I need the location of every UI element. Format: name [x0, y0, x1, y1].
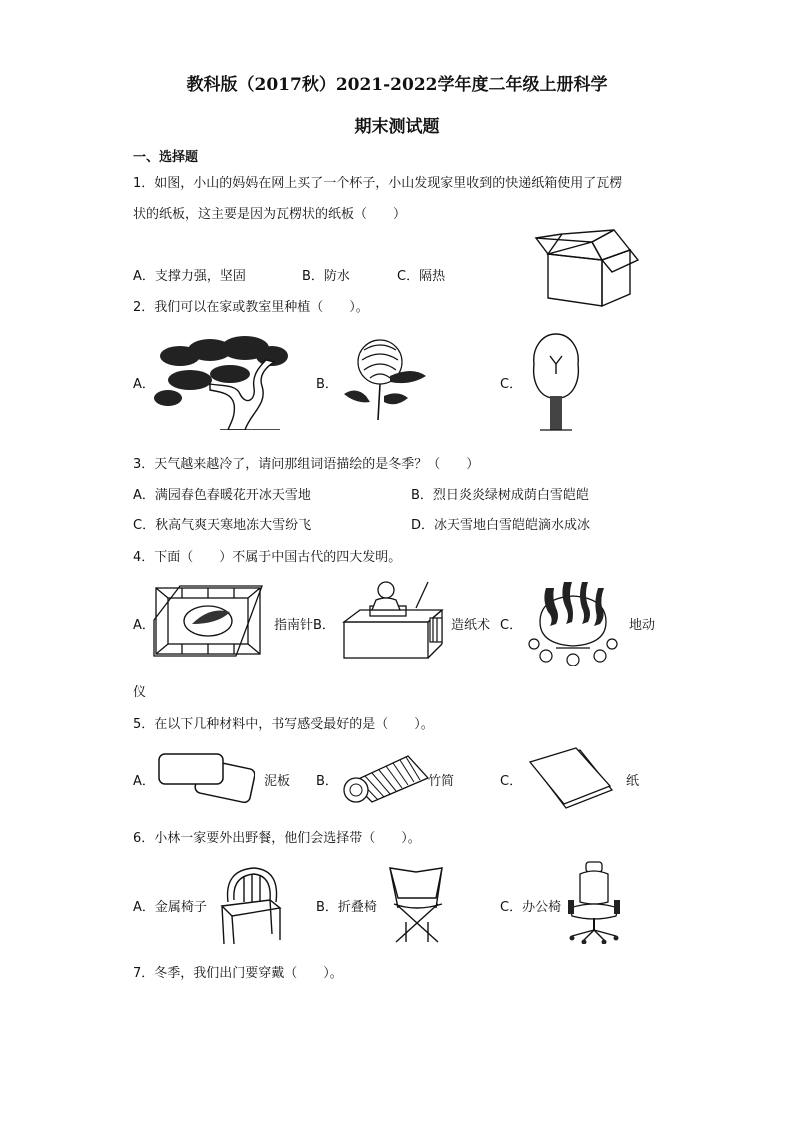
q5-option-a[interactable]: A．	[133, 774, 155, 789]
metal-chair-icon	[214, 864, 284, 946]
paper-sheet-icon	[526, 746, 616, 812]
page-subtitle: 期末测试题	[354, 117, 440, 137]
office-chair-icon	[564, 860, 624, 944]
q4-option-a-label[interactable]: 指南针B．	[274, 618, 335, 633]
bamboo-slip-icon	[338, 752, 430, 804]
q3-stem: 3．天气越来越冷了，请问那组词语描绘的是冬季？（ ）	[133, 457, 480, 472]
q6-option-a[interactable]: A．金属椅子	[133, 900, 207, 915]
section-heading: 一、选择题	[133, 150, 199, 165]
q3-option-b[interactable]: B．烈日炎炎绿树成荫白雪皑皑	[411, 488, 589, 503]
q2-option-a[interactable]: A．	[133, 377, 155, 392]
q4-option-a[interactable]: A．	[133, 618, 155, 633]
q6-option-b[interactable]: B．折叠椅	[316, 900, 377, 915]
cardboard-box-icon	[532, 220, 640, 308]
q3-option-c[interactable]: C．秋高气爽天寒地冻大雪纷飞	[133, 518, 312, 533]
tree-icon	[530, 330, 582, 434]
q7-stem: 7．冬季，我们出门要穿戴（ ）。	[133, 966, 343, 981]
q1-stem-line2: 状的纸板，这主要是因为瓦楞状的纸板（ ）	[133, 207, 407, 222]
q4-option-b-label[interactable]: 造纸术	[451, 618, 491, 633]
q3-option-d[interactable]: D．冰天雪地白雪皑皑滴水成冰	[411, 518, 591, 533]
bonsai-pine-icon	[150, 334, 295, 430]
q2-option-c[interactable]: C．	[500, 377, 523, 392]
q4-stem: 4．下面（ ）不属于中国古代的四大发明。	[133, 550, 402, 565]
q6-option-c[interactable]: C．办公椅	[500, 900, 562, 915]
q1-option-c[interactable]: C．隔热	[397, 269, 446, 284]
q1-option-b[interactable]: B．防水	[302, 269, 350, 284]
q5-option-c[interactable]: C．	[500, 774, 523, 789]
q4-option-c-label-wrap: 仪	[133, 685, 147, 700]
q4-option-c[interactable]: C．	[500, 618, 523, 633]
q4-option-c-label[interactable]: 地动	[629, 618, 656, 633]
folding-chair-icon	[386, 864, 450, 944]
chrysanthemum-icon	[336, 336, 436, 420]
papermaking-icon	[342, 580, 448, 660]
clay-tablet-icon	[155, 750, 255, 808]
q5-option-b-label[interactable]: 竹简	[428, 774, 455, 789]
q5-option-b[interactable]: B．	[316, 774, 338, 789]
q1-option-a[interactable]: A．支撑力强，坚固	[133, 269, 246, 284]
q5-option-c-label[interactable]: 纸	[626, 774, 640, 789]
page-title: 教科版（2017秋）2021-2022学年度二年级上册科学	[186, 75, 608, 95]
q6-stem: 6．小林一家要外出野餐，他们会选择带（ ）。	[133, 831, 421, 846]
q1-stem-line1: 1．如图，小山的妈妈在网上买了一个杯子，小山发现家里收到的快递纸箱使用了瓦楞	[133, 176, 623, 191]
q5-stem: 5．在以下几种材料中，书写感受最好的是（ ）。	[133, 717, 434, 732]
seismoscope-icon	[526, 578, 620, 666]
q2-stem: 2．我们可以在家或教室里种植（ ）。	[133, 300, 369, 315]
compass-sinan-icon	[152, 584, 264, 658]
q5-option-a-label[interactable]: 泥板	[264, 774, 291, 789]
q3-option-a[interactable]: A．满园春色春暖花开冰天雪地	[133, 488, 311, 503]
q2-option-b[interactable]: B．	[316, 377, 338, 392]
